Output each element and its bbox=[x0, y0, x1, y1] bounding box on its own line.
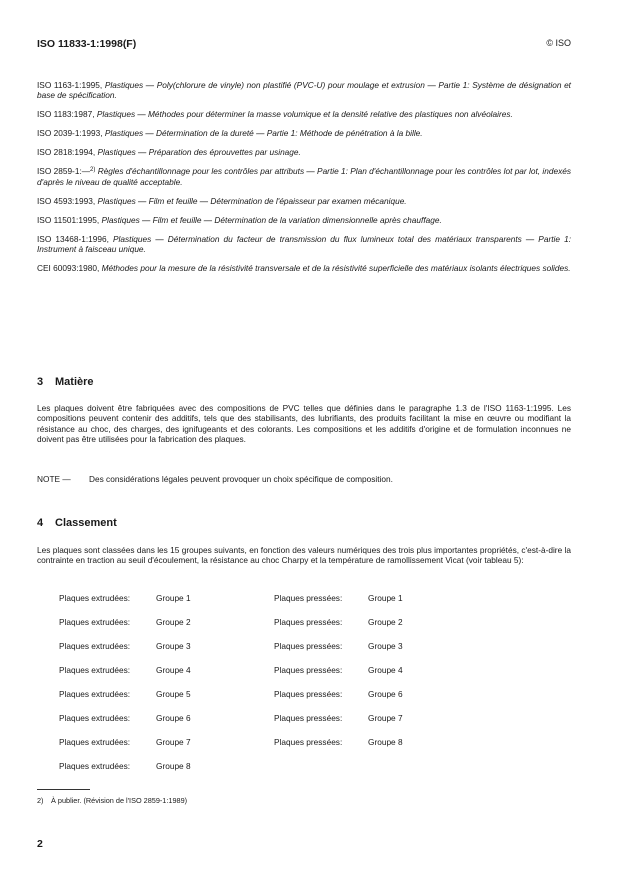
reference-title: Méthodes pour la mesure de la résistivité transversale et de la résistivité superficielle des matériaux isolants électriques solides. bbox=[101, 263, 571, 274]
group-type-label: Plaques extrudées: bbox=[59, 689, 131, 699]
reference-title: Plastiques — Préparation des éprouvettes par usinage. bbox=[97, 147, 301, 158]
group-value: Groupe 2 bbox=[156, 617, 191, 627]
list-item bbox=[274, 641, 403, 665]
footnote-ref: 2) bbox=[90, 167, 96, 174]
group-type-label: Plaques extrudées: bbox=[59, 761, 131, 771]
reference-item bbox=[37, 215, 571, 225]
reference-item bbox=[37, 109, 571, 119]
group-value: Groupe 4 bbox=[368, 665, 403, 675]
group-value: Groupe 4 bbox=[156, 665, 191, 675]
group-type-label: Plaques pressées: bbox=[274, 641, 343, 651]
note-label: NOTE — bbox=[37, 474, 71, 484]
list-item bbox=[59, 641, 191, 665]
group-value: Groupe 3 bbox=[156, 641, 191, 651]
group-value: Groupe 2 bbox=[368, 617, 403, 627]
section-number: 4 bbox=[37, 517, 44, 529]
list-item bbox=[274, 689, 403, 713]
reference-title: Plastiques — Détermination du facteur de transmission du flux lumineux total des matériaux transparents — Partie 1: Instrument à faisceau unique. bbox=[37, 233, 571, 255]
reference-item bbox=[37, 147, 571, 157]
group-value: Groupe 7 bbox=[368, 713, 403, 723]
reference-code: ISO 1183:1987, bbox=[37, 109, 95, 120]
group-value: Groupe 5 bbox=[156, 689, 191, 699]
group-value: Groupe 7 bbox=[156, 737, 191, 747]
section-3-body: Les plaques doivent être fabriquées avec des compositions de PVC telles que définies dans le paragraphe 1.3 de l'ISO 1163-1:1995. Les compositions peuvent contenir des additifs, tels que des stabilisants, des lubrifiants, des produits facilitant la mise en œuvre ou modifiant la résistance au choc, des charges, des ignifugeants et des colorants. Les compositions et les additifs d'origine et de formulation inconnues ne doivent pas être utilisées pour la fabrication des plaques. bbox=[37, 403, 571, 445]
document-id: ISO 11833-1:1998(F) bbox=[37, 38, 137, 50]
reference-code: ISO 4593:1993, bbox=[37, 195, 96, 206]
group-value: Groupe 1 bbox=[368, 593, 403, 603]
reference-title: Plastiques — Poly(chlorure de vinyle) non plastifié (PVC-U) pour moulage et extrusion — Partie 1: Système de désignation et base de spécification. bbox=[37, 80, 571, 101]
group-type-label: Plaques pressées: bbox=[274, 713, 343, 723]
footnote-mark: 2) bbox=[37, 796, 44, 805]
group-type-label: Plaques extrudées: bbox=[59, 737, 131, 747]
reference-title: Plastiques — Film et feuille — Détermination de la variation dimensionnelle après chauffage. bbox=[101, 214, 442, 225]
group-type-label: Plaques pressées: bbox=[274, 737, 343, 747]
section-4-heading bbox=[37, 517, 117, 529]
reference-title: Plastiques — Film et feuille — Détermination de l'épaisseur par examen mécanique. bbox=[97, 195, 407, 206]
section-3-heading bbox=[37, 376, 94, 388]
list-item bbox=[59, 665, 191, 689]
section-title: Classement bbox=[55, 517, 117, 529]
reference-code: ISO 13468-1:1996, bbox=[37, 233, 109, 244]
list-item bbox=[59, 713, 191, 737]
list-item bbox=[274, 665, 403, 689]
reference-code: ISO 2818:1994, bbox=[37, 147, 96, 158]
group-value: Groupe 3 bbox=[368, 641, 403, 651]
group-type-label: Plaques extrudées: bbox=[59, 713, 131, 723]
list-item bbox=[274, 593, 403, 617]
section-4-body: Les plaques sont classées dans les 15 groupes suivants, en fonction des valeurs numériques des trois plus importantes propriétés, c'est-à-dire la contrainte en traction au seuil d'écoulement, la résistance au choc Charpy et la température de ramollissement Vicat (voir tableau 5): bbox=[37, 545, 571, 566]
list-item bbox=[59, 761, 191, 785]
footnote bbox=[37, 796, 187, 805]
pressed-groups-list bbox=[274, 593, 403, 761]
copyright-label: © ISO bbox=[546, 38, 571, 48]
note-text: Des considérations légales peuvent provoquer un choix spécifique de composition. bbox=[89, 474, 393, 484]
group-type-label: Plaques pressées: bbox=[274, 689, 343, 699]
normative-references-list bbox=[37, 80, 571, 282]
group-value: Groupe 8 bbox=[368, 737, 403, 747]
reference-code: ISO 2039-1:1993, bbox=[37, 128, 103, 139]
reference-code: ISO 1163-1:1995, bbox=[37, 80, 103, 90]
section-title: Matière bbox=[55, 376, 94, 388]
reference-code: ISO 11501:1995, bbox=[37, 214, 100, 225]
note bbox=[37, 474, 393, 484]
list-item bbox=[59, 593, 191, 617]
reference-code: ISO 2859-1:— bbox=[37, 166, 91, 177]
group-value: Groupe 6 bbox=[368, 689, 403, 699]
group-type-label: Plaques pressées: bbox=[274, 617, 343, 627]
list-item bbox=[59, 737, 191, 761]
footnote-divider bbox=[37, 789, 90, 790]
reference-item bbox=[37, 166, 571, 187]
footnote-text: À publier. (Révision de l'ISO 2859-1:1989) bbox=[51, 796, 188, 805]
list-item bbox=[274, 737, 403, 761]
list-item bbox=[59, 689, 191, 713]
reference-title: Plastiques — Méthodes pour déterminer la masse volumique et la densité relative des plastiques non alvéolaires. bbox=[96, 109, 513, 120]
page-number: 2 bbox=[37, 838, 43, 850]
group-type-label: Plaques pressées: bbox=[274, 665, 343, 675]
reference-item bbox=[37, 263, 571, 273]
group-type-label: Plaques extrudées: bbox=[59, 617, 131, 627]
reference-item bbox=[37, 80, 571, 101]
list-item bbox=[59, 617, 191, 641]
group-value: Groupe 6 bbox=[156, 713, 191, 723]
reference-code: CEI 60093:1980, bbox=[37, 263, 100, 274]
section-number: 3 bbox=[37, 376, 44, 388]
group-type-label: Plaques pressées: bbox=[274, 593, 343, 603]
group-value: Groupe 8 bbox=[156, 761, 191, 771]
group-value: Groupe 1 bbox=[156, 593, 191, 603]
reference-title: Plastiques — Détermination de la dureté — Partie 1: Méthode de pénétration à la bille. bbox=[104, 128, 423, 139]
reference-item bbox=[37, 234, 571, 255]
group-type-label: Plaques extrudées: bbox=[59, 593, 131, 603]
reference-title: Règles d'échantillonnage pour les contrôles par attributs — Partie 1: Plan d'échantillonnage pour les contrôles lot par lot, indexés d'après le niveau de qualité acceptable. bbox=[37, 166, 571, 187]
reference-item bbox=[37, 196, 571, 206]
group-type-label: Plaques extrudées: bbox=[59, 665, 131, 675]
group-type-label: Plaques extrudées: bbox=[59, 641, 131, 651]
extruded-groups-list bbox=[59, 593, 191, 785]
reference-item bbox=[37, 128, 571, 138]
list-item bbox=[274, 617, 403, 641]
list-item bbox=[274, 713, 403, 737]
